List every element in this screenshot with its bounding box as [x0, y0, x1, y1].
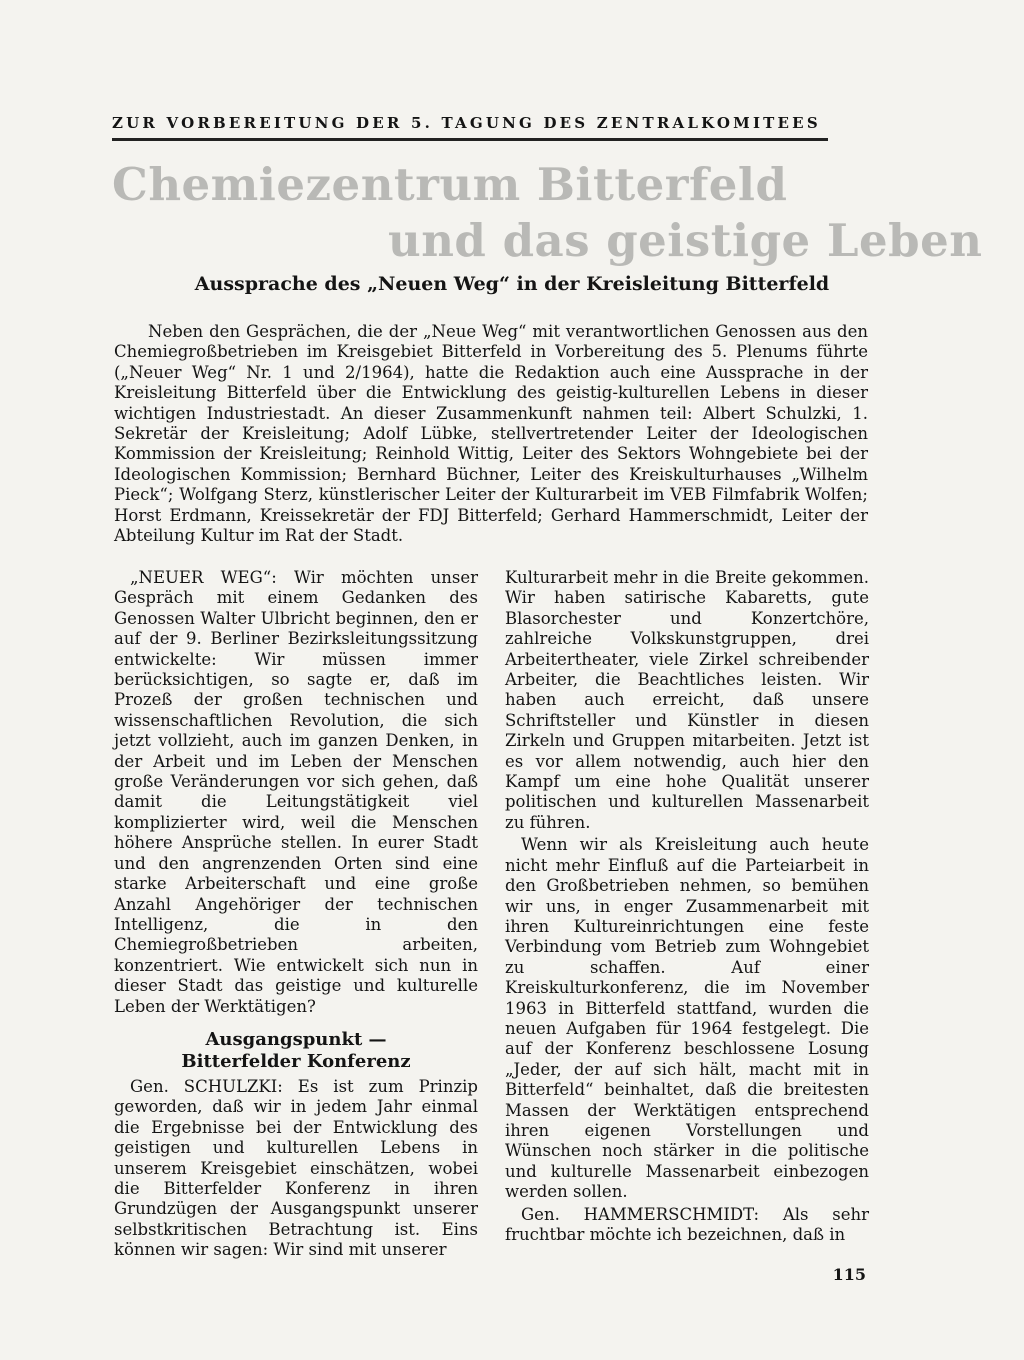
right-column [505, 568, 869, 1245]
intro-paragraph: Neben den Gesprächen, die der „Neue Weg“ mit verantwortlichen Genossen aus den Chemiegroßbetrieben im Kreisgebiet Bitterfeld in Vorbereitung des 5. Plenums führte („Neuer Weg“ Nr. 1 und 2/1964), hatte die Redaktion auch eine Aussprache in der Kreisleitung Bitterfeld über die Entwicklung des geistig-kulturellen Lebens in dieser wichtigen Industriestadt. An dieser Zusammenkunft nahmen teil: Albert Schulzki, 1. Sekretär der Kreisleitung; Adolf Lübke, stellvertretender Leiter der Ideologischen Kommission der Kreisleitung; Reinhold Wittig, Leiter des Sektors Wohngebiete bei der Ideologischen Kommission; Bernhard Büchner, Leiter des Kreiskulturhauses „Wilhelm Pieck“; Wolfgang Sterz, künstlerischer Leiter der Kulturarbeit im VEB Filmfabrik Wolfen; Horst Erdmann, Kreissekretär der FDJ Bitterfeld; Gerhard Hammerschmidt, Leiter der Abteilung Kultur im Rat der Stadt. [114, 322, 868, 546]
section-heading [114, 1029, 478, 1073]
article-subtitle: Aussprache des „Neuen Weg“ in der Kreisleitung Bitterfeld [194, 273, 830, 295]
section-heading-line-2: Bitterfelder Konferenz [181, 1050, 411, 1072]
section-heading-line-1: Ausgangspunkt — [205, 1028, 387, 1050]
body-paragraph: Gen. HAMMERSCHMIDT: Als sehr fruchtbar möchte ich bezeichnen, daß in [505, 1204, 869, 1244]
body-paragraph: Gen. SCHULZKI: Es ist zum Prinzip geworden, daß wir in jedem Jahr einmal die Ergebnisse bei der Entwicklung des geistigen und kulturellen Lebens in unserem Kreisgebiet einschätzen, wobei die Bitterfelder Konferenz in ihren Grundzügen der Ausgangspunkt unserer selbstkritischen Betrachtung ist. Eins können wir sagen: Wir sind mit unserer [114, 1076, 478, 1260]
running-header: ZUR VORBEREITUNG DER 5. TAGUNG DES ZENTRALKOMITEES [112, 114, 821, 132]
body-paragraph: „NEUER WEG“: Wir möchten unser Gespräch mit einem Gedanken des Genossen Walter Ulbricht beginnen, den er auf der 9. Berliner Bezirksleitungssitzung entwickelte: Wir müssen immer berücksichtigen, so sagte er, daß im Prozeß der großen technischen und wissenschaftlichen Revolution, die sich jetzt vollzieht, auch im ganzen Denken, in der Arbeit und im Leben der Menschen große Veränderungen vor sich gehen, daß damit die Leitungstätigkeit viel komplizierter wird, weil die Menschen höhere Ansprüche stellen. In eurer Stadt und den angrenzenden Orten sind eine starke Arbeiterschaft und eine große Anzahl Angehöriger der technischen Intelligenz, die in den Chemiegroßbetrieben arbeiten, konzentriert. Wie entwickelt sich nun in dieser Stadt das geistige und kulturelle Leben der Werktätigen? [114, 568, 478, 1016]
article-title-line-2: und das geistige Leben [388, 214, 983, 267]
header-rule [112, 138, 828, 141]
page-number: 115 [832, 1265, 866, 1284]
article-title-line-1: Chemiezentrum Bitterfeld [112, 158, 788, 211]
body-paragraph: Wenn wir als Kreisleitung auch heute nicht mehr Einfluß auf die Parteiarbeit in den Großbetrieben nehmen, so bemühen wir uns, in enger Zusammenarbeit mit ihren Kultureinrichtungen eine feste Verbindung vom Betrieb zum Wohngebiet zu schaffen. Auf einer Kreiskulturkonferenz, die im November 1963 in Bitterfeld stattfand, wurden die neuen Aufgaben für 1964 festgelegt. Die auf der Konferenz beschlossene Losung „Jeder, der auf sich hält, macht mit in Bitterfeld“ beinhaltet, daß die breitesten Massen der Werktätigen entsprechend ihren eigenen Vorstellungen und Wünschen noch stärker in die politische und kulturelle Massenarbeit einbezogen werden sollen. [505, 835, 869, 1202]
body-paragraph: Kulturarbeit mehr in die Breite gekommen. Wir haben satirische Kabaretts, gute Blasorchester und Konzertchöre, zahlreiche Volkskunstgruppen, drei Arbeitertheater, viele Zirkel schreibender Arbeiter, die Beachtliches leisten. Wir haben auch erreicht, daß unsere Schriftsteller und Künstler in diesen Zirkeln und Gruppen mitarbeiten. Jetzt ist es vor allem notwendig, auch hier den Kampf um eine hohe Qualität unserer politischen und kulturellen Massenarbeit zu führen. [505, 568, 869, 832]
left-column [114, 568, 478, 1261]
